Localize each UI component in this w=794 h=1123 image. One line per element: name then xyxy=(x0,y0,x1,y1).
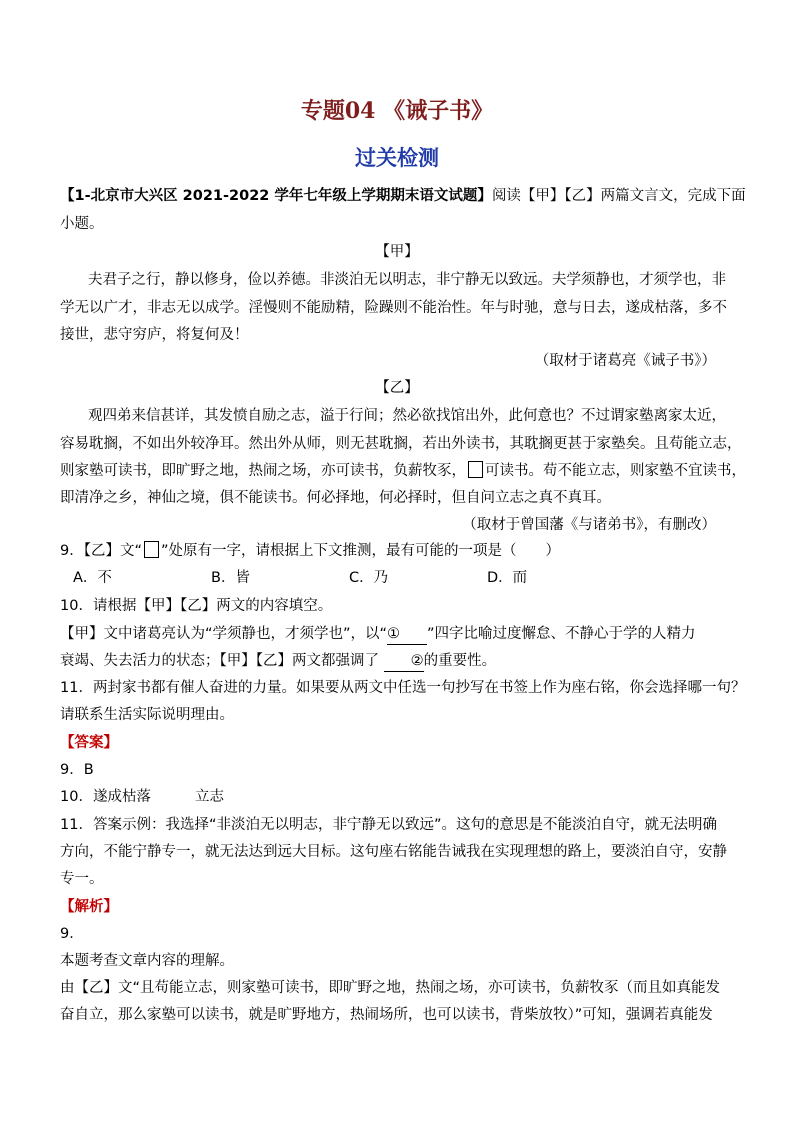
question-10-line xyxy=(60,651,496,672)
question-10-line xyxy=(60,624,696,645)
option-b: B．皆 xyxy=(211,570,250,586)
question-9-options xyxy=(73,568,625,588)
blank-1: ① xyxy=(387,624,427,645)
answer-11-line: 11．答案示例：我选择“非淡泊无以明志，非宁静无以致远”。这句的意思是不能淡泊自守，就无法明确 xyxy=(60,817,717,833)
blank-2: ② xyxy=(384,651,424,672)
question-10-text: ”四字比喻过度懈怠、不静心于学的人精力 xyxy=(427,626,696,642)
jia-line: 接世，悲守穷庐，将复何及！ xyxy=(60,327,249,343)
missing-char-box xyxy=(468,461,483,478)
option-d: D．而 xyxy=(487,570,528,586)
question-9 xyxy=(60,541,560,561)
option-c: C．乃 xyxy=(349,570,389,586)
answer-11-line: 方向，不能宁静专一，就无法达到远大目标。这句座右铭能告诫我在实现理想的路上，要淡泊自守，安静 xyxy=(60,844,727,860)
jia-line: 夫君子之行，静以修身，俭以养德。非淡泊无以明志，非宁静无以致远。夫学须静也，才须学也，非 xyxy=(88,272,726,288)
missing-char-box xyxy=(144,541,159,558)
answer-11-line: 专一。 xyxy=(60,871,104,887)
page-subtitle: 过关检测 xyxy=(355,145,439,170)
question-11-line: 请联系生活实际说明理由。 xyxy=(60,707,234,723)
question-11: 11．两封家书都有催人奋进的力量。如果要从两文中任选一句抄写在书签上作为座右铭，你会选择哪一句？ xyxy=(60,680,746,696)
option-a: A．不 xyxy=(73,570,112,586)
question-10: 10．请根据【甲】【乙】两文的内容填空。 xyxy=(60,598,333,614)
question-10-text: 衰竭、失去活力的状态；【甲】【乙】两文都强调了 xyxy=(60,653,384,669)
question-10-text: 的重要性。 xyxy=(423,653,497,669)
page-title: 专题04 《诫子书》 xyxy=(300,98,494,124)
intro-line xyxy=(60,186,746,206)
intro-text: 阅读【甲】【乙】两篇文言文，完成下面 xyxy=(491,188,746,204)
yi-heading: 【乙】 xyxy=(375,380,419,396)
question-source: 【1-北京市大兴区 2021-2022 学年七年级上学期期末语文试题】 xyxy=(60,188,492,204)
answer-10-part-1: 10．遂成枯落 xyxy=(60,789,151,805)
yi-line-text: 可读书。苟不能立志，则家塾不宜读书， xyxy=(485,463,746,479)
question-10-text: 【甲】文中诸葛亮认为“学须静也，才须学也”，以“ xyxy=(60,626,388,642)
analysis-label: 【解析】 xyxy=(60,899,118,915)
yi-line: 观四弟来信甚详，其发愤自励之志，溢于行间；然必欲找馆出外，此何意也？不过谓家塾离家太近， xyxy=(88,408,726,424)
yi-line: 即清净之乡，神仙之境，俱不能读书。何必择地，何必择时，但自问立志之真不真耳。 xyxy=(60,490,611,506)
intro-line-2: 小题。 xyxy=(60,216,104,232)
answer-10-part-2: 立志 xyxy=(194,789,224,805)
answer-9: 9．B xyxy=(60,762,94,778)
yi-source: （取材于曾国藩《与诸弟书》，有删改） xyxy=(462,517,716,533)
answer-label: 【答案】 xyxy=(60,735,118,751)
analysis-line: 由【乙】文“且苟能立志，则家塾可读书，即旷野之地，热闹之场，亦可读书，负薪牧豕（而且如真能发 xyxy=(60,980,721,996)
analysis-line: 奋自立，那么家塾可以读书，就是旷野地方，热闹场所，也可以读书，背柴放牧）”可知，强调若真能发 xyxy=(60,1007,713,1023)
yi-line: 容易耽搁，不如出外较净耳。然出外从师，则无甚耽搁，若出外读书，其耽搁更甚于家塾矣。且苟能立志， xyxy=(60,436,742,452)
question-9-suffix: ”处原有一字，请根据上下文推测，最有可能的一项是（ ） xyxy=(161,543,561,559)
yi-line xyxy=(60,461,746,481)
question-9-prefix: 9．【乙】文“ xyxy=(60,543,142,559)
jia-heading: 【甲】 xyxy=(375,244,419,260)
yi-line-text: 则家塾可读书，即旷野之地，热闹之场，亦可读书，负薪牧豕， xyxy=(60,463,466,479)
jia-line: 学无以广才，非志无以成学。淫慢则不能励精，险躁则不能治性。年与时驰，意与日去，遂成枯落，多不 xyxy=(60,300,727,316)
jia-source: （取材于诸葛亮《诫子书》） xyxy=(534,353,716,369)
answer-10 xyxy=(60,787,224,807)
analysis-number: 9． xyxy=(60,926,84,942)
analysis-line: 本题考查文章内容的理解。 xyxy=(60,953,234,969)
